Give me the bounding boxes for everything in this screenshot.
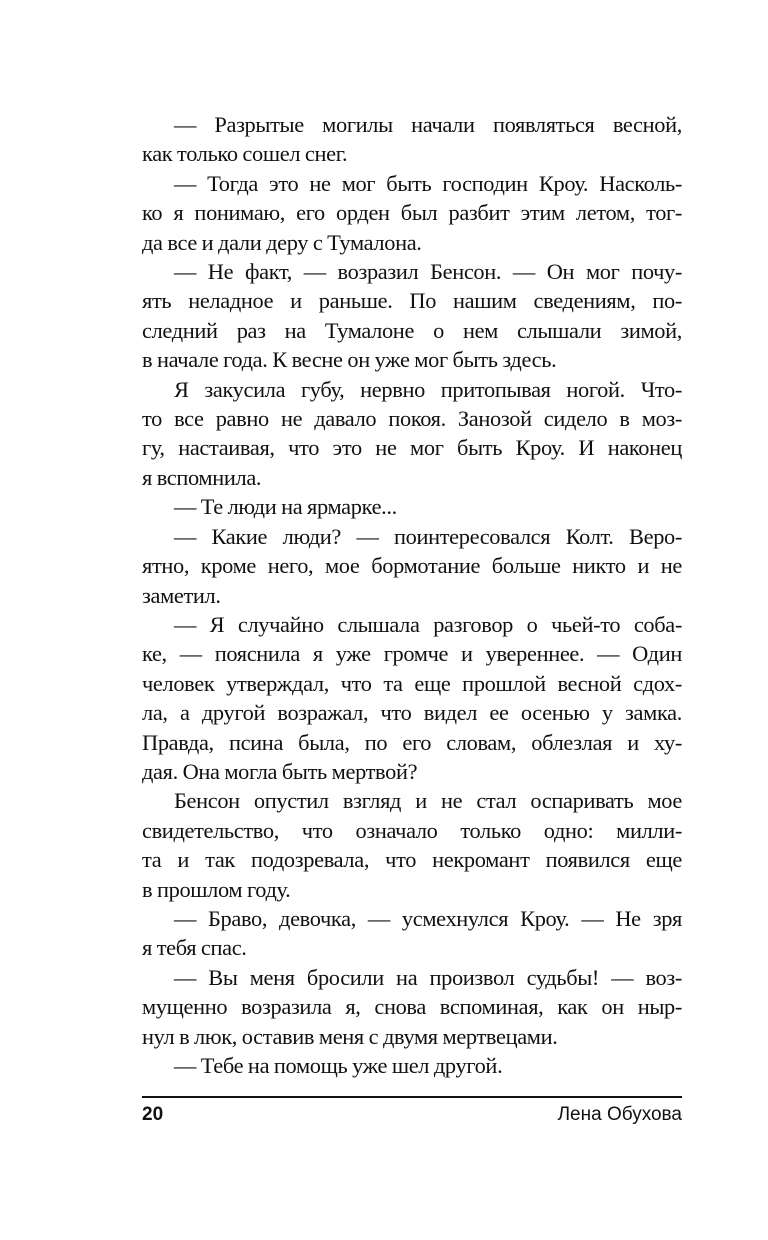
text-line: ко я понимаю, его орден был разбит этим летом, тог- [142, 200, 682, 226]
text-line: — Браво, девочка, — усмехнулся Кроу. — Не зря [174, 905, 682, 931]
text-line: человек утверждал, что та еще прошлой весной сдох- [142, 670, 682, 696]
text-line: — Разрытые могилы начали появляться весной, [174, 112, 682, 137]
book-page [142, 110, 682, 1080]
paragraph [142, 375, 682, 493]
paragraph [142, 110, 682, 169]
text-line: нул в люк, оставив меня с двумя мертвецами. [142, 1023, 558, 1049]
text-line: Правда, псина была, по его словам, облезлая и ху- [142, 729, 682, 755]
text-line: — Не факт, — возразил Бенсон. — Он мог почу- [174, 259, 682, 285]
text-line: свидетельство, что означало только одно: милли- [142, 817, 682, 843]
text-line: — Тебе на помощь уже шел другой. [174, 1053, 503, 1078]
paragraph [142, 257, 682, 375]
text-line: в прошлом году. [142, 876, 291, 902]
text-line: я тебя спас. [142, 935, 247, 961]
text-line: как только сошел снег. [142, 141, 348, 167]
text-line: та и так подозревала, что некромант появился еще [142, 847, 682, 873]
text-line: — Я случайно слышала разговор о чьей-то соба- [174, 611, 682, 637]
text-line: ятно, кроме него, мое бормотание больше никто и не [142, 553, 682, 579]
page-footer [142, 1096, 682, 1126]
footer-rule [142, 1096, 682, 1098]
paragraph [142, 492, 682, 521]
text-line: — Тогда это не мог быть господин Кроу. Насколь- [174, 170, 682, 196]
page-number: 20 [142, 1104, 164, 1125]
text-line: Я закусила губу, нервно притопывая ногой. Что- [174, 376, 682, 402]
footer-row [142, 1104, 682, 1126]
text-line: я вспомнила. [142, 464, 262, 490]
text-line: дая. Она могла быть мертвой? [142, 758, 418, 784]
paragraph [142, 1051, 682, 1080]
body-text [142, 110, 682, 1080]
text-line: да все и дали деру с Тумалона. [142, 229, 422, 255]
text-line: мущенно возразила я, снова вспоминая, как он ныр- [142, 994, 682, 1020]
paragraph [142, 963, 682, 1051]
text-line: то все равно не давало покоя. Занозой сидело в моз- [142, 406, 682, 432]
paragraph [142, 610, 682, 786]
paragraph [142, 169, 682, 257]
text-line: ла, а другой возражал, что видел ее осенью у замка. [142, 700, 682, 726]
text-line: — Какие люди? — поинтересовался Колт. Веро- [174, 523, 682, 549]
author-name: Лена Обухова [557, 1104, 682, 1125]
text-line: гу, настаивая, что это не мог быть Кроу. И наконец [142, 435, 682, 461]
text-line: следний раз на Тумалоне о нем слышали зимой, [142, 317, 682, 343]
text-line: в начале года. К весне он уже мог быть здесь. [142, 347, 557, 373]
paragraph [142, 522, 682, 610]
text-line: — Вы меня бросили на произвол судьбы! — воз- [174, 964, 682, 990]
paragraph [142, 786, 682, 904]
text-line: ять неладное и раньше. По нашим сведениям, по- [142, 288, 682, 314]
text-line: Бенсон опустил взгляд и не стал оспаривать мое [174, 788, 682, 814]
text-line: заметил. [142, 582, 221, 608]
paragraph [142, 904, 682, 963]
text-line: — Те люди на ярмарке... [174, 494, 397, 520]
text-line: ке, — пояснила я уже громче и увереннее. — Один [142, 641, 682, 667]
